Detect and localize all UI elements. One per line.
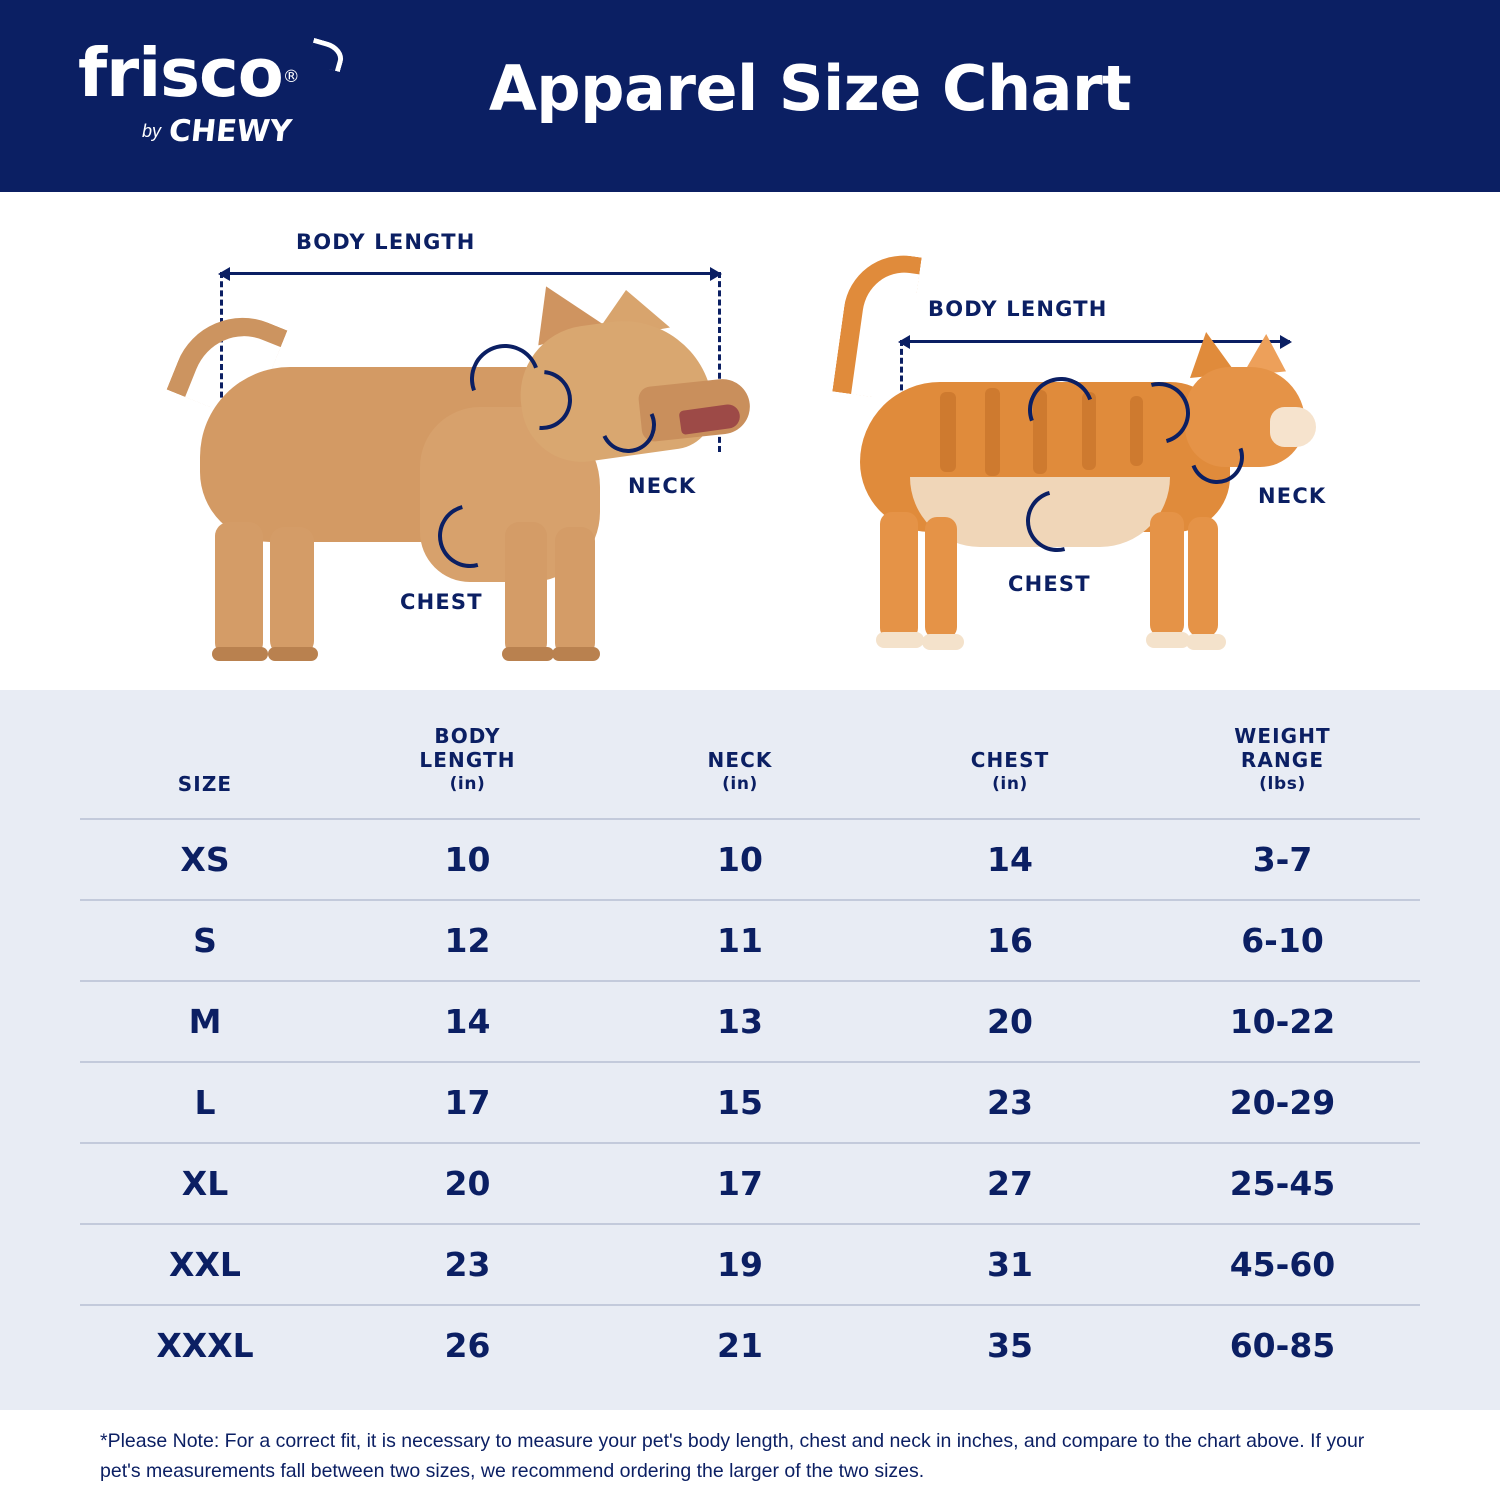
cell-size: XS xyxy=(80,819,330,900)
column-header-chest: CHEST (in) xyxy=(970,748,1050,794)
cell-size: S xyxy=(80,900,330,981)
table-row xyxy=(80,981,1420,1062)
cell-chest: 31 xyxy=(875,1224,1145,1305)
cell-weight-range: 60-85 xyxy=(1145,1305,1420,1385)
cell-neck: 11 xyxy=(605,900,875,981)
dog-leg-shape xyxy=(555,527,595,657)
measurement-diagram xyxy=(0,192,1500,690)
dog-body-length-arrow-icon xyxy=(220,272,720,275)
table-row xyxy=(80,900,1420,981)
cell-weight-range: 6-10 xyxy=(1145,900,1420,981)
cat-stripe xyxy=(985,388,1000,476)
cat-leg-shape xyxy=(925,517,957,639)
cell-body-length: 26 xyxy=(330,1305,605,1385)
dog-paw-shape xyxy=(502,647,554,661)
cat-paw-shape xyxy=(1186,634,1226,650)
dog-paw-shape xyxy=(552,647,600,661)
cell-weight-range: 10-22 xyxy=(1145,981,1420,1062)
cat-paw-shape xyxy=(1146,632,1190,648)
column-header-size: SIZE xyxy=(177,772,233,796)
cat-tail-shape xyxy=(832,248,921,401)
cell-size: XXXL xyxy=(80,1305,330,1385)
table-row xyxy=(80,819,1420,900)
cat-leg-shape xyxy=(1150,512,1184,637)
cell-chest: 35 xyxy=(875,1305,1145,1385)
dog-leg-shape xyxy=(505,522,547,657)
logo-text: frisco xyxy=(78,34,283,112)
logo-by-text: by xyxy=(142,121,162,141)
cat-neck-label: NECK xyxy=(1258,484,1327,508)
cell-size: XL xyxy=(80,1143,330,1224)
cell-neck: 21 xyxy=(605,1305,875,1385)
size-table-container xyxy=(0,690,1500,1410)
cell-body-length: 12 xyxy=(330,900,605,981)
cell-body-length: 10 xyxy=(330,819,605,900)
footnote-text: *Please Note: For a correct fit, it is necessary to measure your pet's body length, chest and neck in inches, and compare to the chart above. If your pet's measurements fall between two sizes, we recommend ordering the larger of the two sizes. xyxy=(100,1430,1365,1482)
cat-chest-label: CHEST xyxy=(1008,572,1091,596)
page-header xyxy=(0,0,1500,192)
cell-size: XXL xyxy=(80,1224,330,1305)
dog-leg-shape xyxy=(270,527,314,655)
cell-body-length: 14 xyxy=(330,981,605,1062)
page-title: Apparel Size Chart xyxy=(488,52,1132,125)
cell-chest: 23 xyxy=(875,1062,1145,1143)
cat-leg-shape xyxy=(1188,517,1218,637)
cell-size: M xyxy=(80,981,330,1062)
dog-chest-label: CHEST xyxy=(400,590,483,614)
dog-diagram xyxy=(120,192,740,690)
cat-body-length-label: BODY LENGTH xyxy=(928,297,1108,321)
cell-weight-range: 3-7 xyxy=(1145,819,1420,900)
cat-muzzle-shape xyxy=(1270,407,1316,447)
cat-paw-shape xyxy=(922,634,964,650)
column-header-neck: NECK (in) xyxy=(707,748,773,794)
registered-trademark-icon: ® xyxy=(282,67,299,87)
cell-chest: 14 xyxy=(875,819,1145,900)
cat-body-length-arrow-icon xyxy=(900,340,1290,343)
cell-neck: 17 xyxy=(605,1143,875,1224)
cat-paw-shape xyxy=(876,632,924,648)
table-row xyxy=(80,1305,1420,1385)
chewy-wordmark: CHEWY xyxy=(167,114,294,149)
cat-leg-shape xyxy=(880,512,918,640)
dog-paw-shape xyxy=(268,647,318,661)
cell-body-length: 20 xyxy=(330,1143,605,1224)
table-row xyxy=(80,1062,1420,1143)
cell-neck: 13 xyxy=(605,981,875,1062)
cell-weight-range: 25-45 xyxy=(1145,1143,1420,1224)
cell-weight-range: 45-60 xyxy=(1145,1224,1420,1305)
cell-size: L xyxy=(80,1062,330,1143)
table-row xyxy=(80,1143,1420,1224)
table-row xyxy=(80,1224,1420,1305)
cell-weight-range: 20-29 xyxy=(1145,1062,1420,1143)
cell-chest: 20 xyxy=(875,981,1145,1062)
cell-body-length: 17 xyxy=(330,1062,605,1143)
cell-chest: 27 xyxy=(875,1143,1145,1224)
cat-stripe xyxy=(940,392,956,472)
table-body xyxy=(80,819,1420,1385)
cell-chest: 16 xyxy=(875,900,1145,981)
cell-neck: 19 xyxy=(605,1224,875,1305)
size-table xyxy=(80,690,1420,1385)
dog-paw-shape xyxy=(212,647,268,661)
table-header-row xyxy=(80,690,1420,819)
footnote xyxy=(0,1416,1500,1500)
dog-neck-label: NECK xyxy=(628,474,697,498)
dog-body-length-label: BODY LENGTH xyxy=(296,230,476,254)
column-header-weight-range: WEIGHT RANGE (lbs) xyxy=(1234,724,1331,794)
cell-body-length: 23 xyxy=(330,1224,605,1305)
dog-leg-shape xyxy=(215,522,263,657)
cell-neck: 10 xyxy=(605,819,875,900)
cell-neck: 15 xyxy=(605,1062,875,1143)
column-header-body-length: BODY LENGTH (in) xyxy=(419,724,516,794)
cat-diagram xyxy=(790,192,1390,690)
